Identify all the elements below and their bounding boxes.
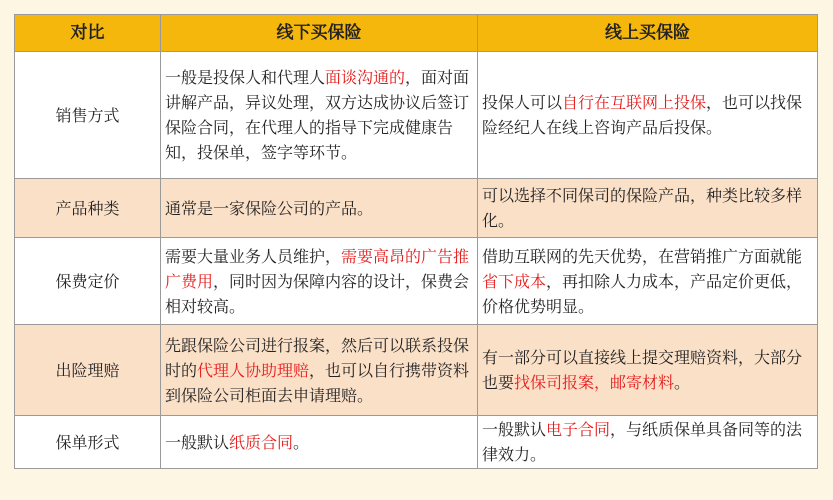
offline-cell [161, 52, 478, 179]
highlight-text: 纸质合同 [229, 432, 294, 452]
cell-text: 投保人可以 [482, 93, 563, 112]
cell-text: 通常是一家保险公司的产品。 [165, 198, 374, 218]
cell-text: 需要大量业务人员维护， [165, 246, 342, 266]
header-online: 线上买保险 [478, 15, 818, 52]
offline-cell [161, 238, 478, 325]
cell-text: ，也可以自行携带资料到保险公司柜面去申请理赔。 [165, 360, 470, 405]
highlight-text: 省下成本 [482, 271, 547, 291]
highlight-text: 找保司报案，邮寄材料 [514, 373, 675, 392]
cell-text: 借助互联网的先天优势，在营销推广方面就能 [482, 246, 803, 266]
online-cell [478, 52, 818, 179]
comparison-table-wrapper [14, 14, 818, 469]
highlight-text: 代理人协助理赔 [197, 360, 310, 380]
row-label: 销售方式 [15, 52, 161, 179]
cell-text: 有一部分可以直接线上提交理赔资料，大部分也要 [482, 348, 803, 392]
offline-cell [161, 179, 478, 238]
table-row [15, 416, 818, 469]
table-header-row [15, 15, 818, 52]
cell-text: ，也可以找保险经纪人在线上咨询产品后投保。 [482, 93, 803, 137]
cell-text: ，与纸质保单具备同等的法律效力。 [482, 420, 803, 464]
online-cell [478, 238, 818, 325]
online-cell [478, 416, 818, 469]
cell-text: ，再扣除人力成本，产品定价更低，价格优势明显。 [482, 271, 803, 316]
comparison-table [14, 14, 818, 469]
row-label: 保单形式 [15, 416, 161, 469]
row-label: 保费定价 [15, 238, 161, 325]
cell-text: 可以选择不同保司的保险产品，种类比较多样化。 [482, 186, 803, 230]
table-row [15, 52, 818, 179]
table-row [15, 179, 818, 238]
offline-cell [161, 416, 478, 469]
cell-text: 一般是投保人和代理人 [165, 68, 326, 87]
table-row [15, 238, 818, 325]
cell-text: 。 [674, 373, 691, 392]
cell-text: ，同时因为保障内容的设计，保费会相对较高。 [165, 271, 470, 316]
online-cell [478, 179, 818, 238]
cell-text: 。 [293, 432, 310, 452]
highlight-text: 需要高昂的广告推广费用 [165, 246, 470, 291]
offline-cell [161, 325, 478, 416]
cell-text: 先跟保险公司进行报案，然后可以联系投保时的 [165, 335, 470, 380]
row-label: 出险理赔 [15, 325, 161, 416]
cell-text: ，面对面讲解产品，异议处理，双方达成协议后签订保险合同，在代理人的指导下完成健康告知，投保单，签字等环节。 [165, 68, 470, 162]
highlight-text: 面谈沟通的 [325, 68, 406, 87]
online-cell [478, 325, 818, 416]
row-label: 产品种类 [15, 179, 161, 238]
header-offline: 线下买保险 [161, 15, 478, 52]
highlight-text: 自行在互联网上投保 [562, 93, 707, 112]
highlight-text: 电子合同 [546, 420, 611, 439]
cell-text: 一般默认 [165, 432, 230, 452]
header-compare: 对比 [15, 15, 161, 52]
cell-text: 一般默认 [482, 420, 547, 439]
table-row [15, 325, 818, 416]
